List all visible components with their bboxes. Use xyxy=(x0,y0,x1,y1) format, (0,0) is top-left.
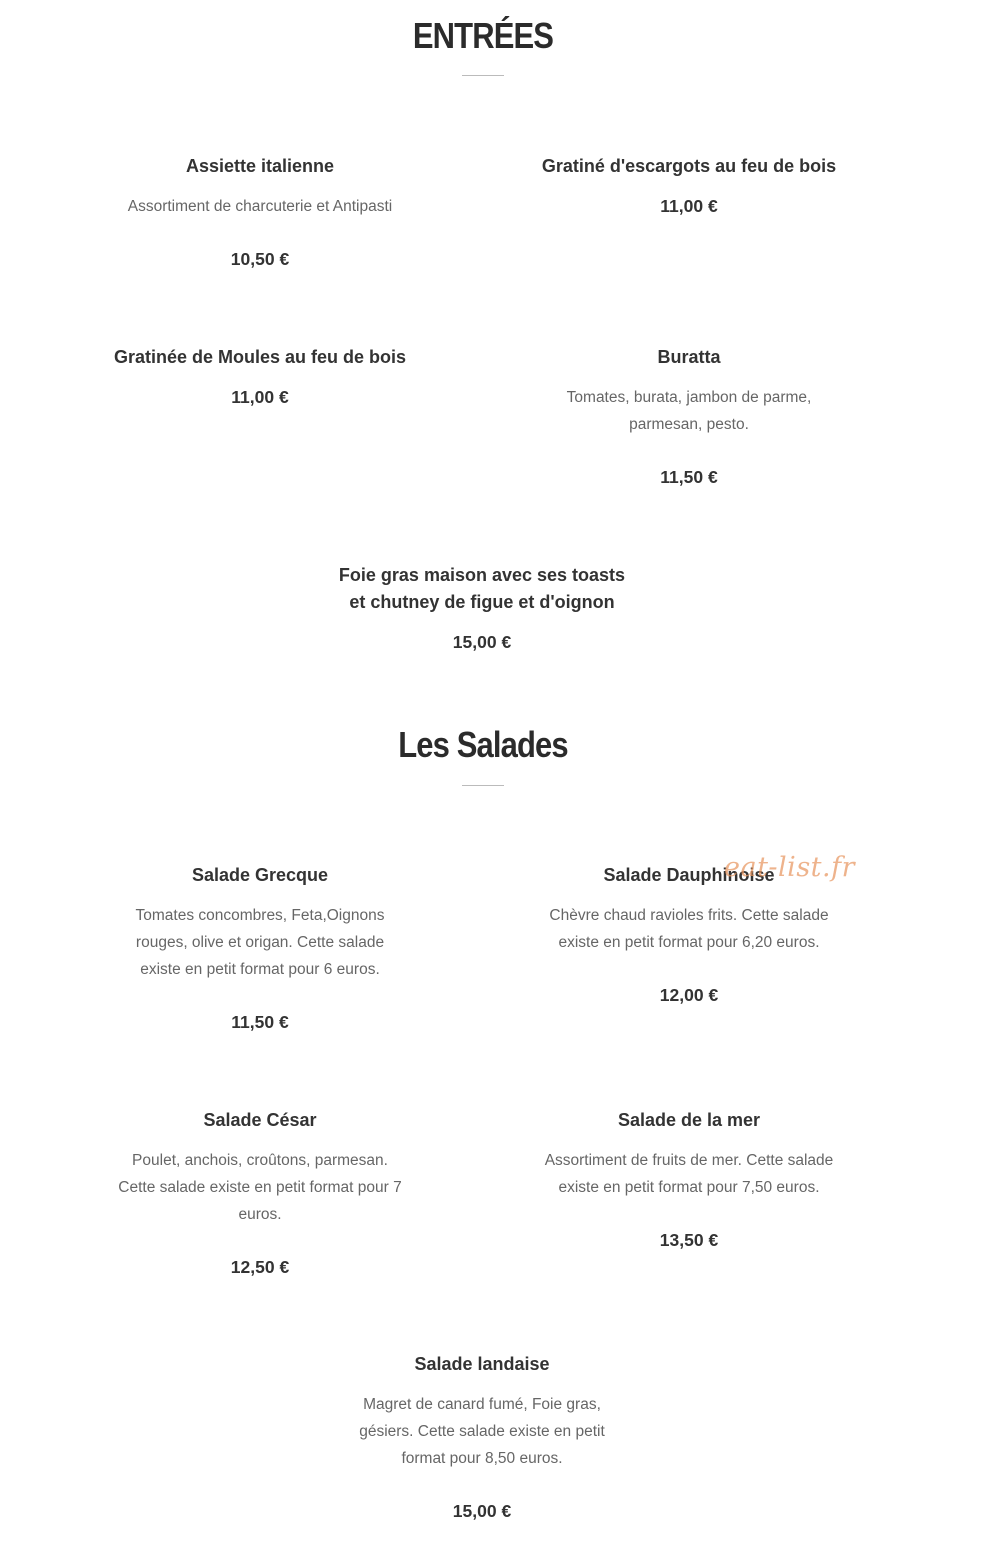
item-price: 11,00 € xyxy=(660,196,718,216)
section-title-entrees: ENTRÉES xyxy=(412,15,554,56)
item-name: Salade de la mer xyxy=(617,1110,761,1130)
item-price: 11,50 € xyxy=(231,1012,289,1032)
menu-item-gratinee-moules xyxy=(60,344,460,411)
section-divider xyxy=(462,785,504,786)
item-description-line: rouges, olive et origan. Cette salade xyxy=(135,934,385,951)
menu-item-gratine-escargots xyxy=(489,153,889,220)
item-description: Assortiment de charcuterie et Antipasti xyxy=(127,198,393,215)
item-price: 11,50 € xyxy=(660,467,718,487)
menu-item-salade-landaise xyxy=(282,1351,682,1525)
item-description-line: parmesan, pesto. xyxy=(629,416,749,433)
item-price: 12,50 € xyxy=(230,1257,290,1277)
item-description-line: Tomates, burata, jambon de parme, xyxy=(566,389,812,406)
item-price: 10,50 € xyxy=(230,249,290,269)
menu-item-salade-de-la-mer xyxy=(489,1107,889,1254)
menu-item-salade-dauphinoise xyxy=(489,862,889,1009)
item-description-line: gésiers. Cette salade existe en petit xyxy=(359,1423,605,1440)
item-name: Buratta xyxy=(657,347,721,367)
item-name: Gratinée de Moules au feu de bois xyxy=(113,347,407,367)
item-name: Gratiné d'escargots au feu de bois xyxy=(541,156,837,176)
menu-item-salade-grecque xyxy=(60,862,460,1036)
item-description-line: Poulet, anchois, croûtons, parmesan. xyxy=(132,1152,388,1169)
item-price: 13,50 € xyxy=(659,1230,719,1250)
item-description-line: Chèvre chaud ravioles frits. Cette salade xyxy=(549,907,829,924)
item-price: 15,00 € xyxy=(452,632,512,652)
item-description-line: Assortiment de fruits de mer. Cette salade xyxy=(544,1152,834,1169)
item-description-line: Tomates concombres, Feta,Oignons xyxy=(135,907,385,924)
item-name-line: et chutney de figue et d'oignon xyxy=(349,592,615,612)
section-divider xyxy=(462,75,504,76)
item-name: Assiette italienne xyxy=(185,156,335,176)
menu-item-assiette-italienne xyxy=(60,153,460,273)
item-description-line: Magret de canard fumé, Foie gras, xyxy=(363,1396,601,1413)
item-name-line: Foie gras maison avec ses toasts xyxy=(338,565,626,585)
item-name: Salade Grecque xyxy=(191,865,329,885)
menu-item-foie-gras xyxy=(282,562,682,656)
item-description-line: existe en petit format pour 6 euros. xyxy=(140,961,380,978)
item-description-line: format pour 8,50 euros. xyxy=(401,1450,563,1467)
item-description-line: existe en petit format pour 6,20 euros. xyxy=(558,934,820,951)
menu-item-buratta xyxy=(489,344,889,491)
item-price: 12,00 € xyxy=(659,985,719,1005)
item-description-line: existe en petit format pour 7,50 euros. xyxy=(558,1179,820,1196)
item-description-line: Cette salade existe en petit format pour 7 xyxy=(118,1179,402,1196)
item-description-line: euros. xyxy=(238,1206,282,1223)
item-name: Salade César xyxy=(203,1110,317,1130)
watermark-logo: eat-list.fr xyxy=(724,852,856,883)
menu-item-salade-cesar xyxy=(60,1107,460,1281)
section-title-salades: Les Salades xyxy=(398,724,568,765)
item-name: Salade Dauphinoise xyxy=(603,865,775,885)
item-name: Salade landaise xyxy=(414,1354,550,1374)
item-price: 15,00 € xyxy=(452,1501,512,1521)
item-price: 11,00 € xyxy=(231,387,289,407)
